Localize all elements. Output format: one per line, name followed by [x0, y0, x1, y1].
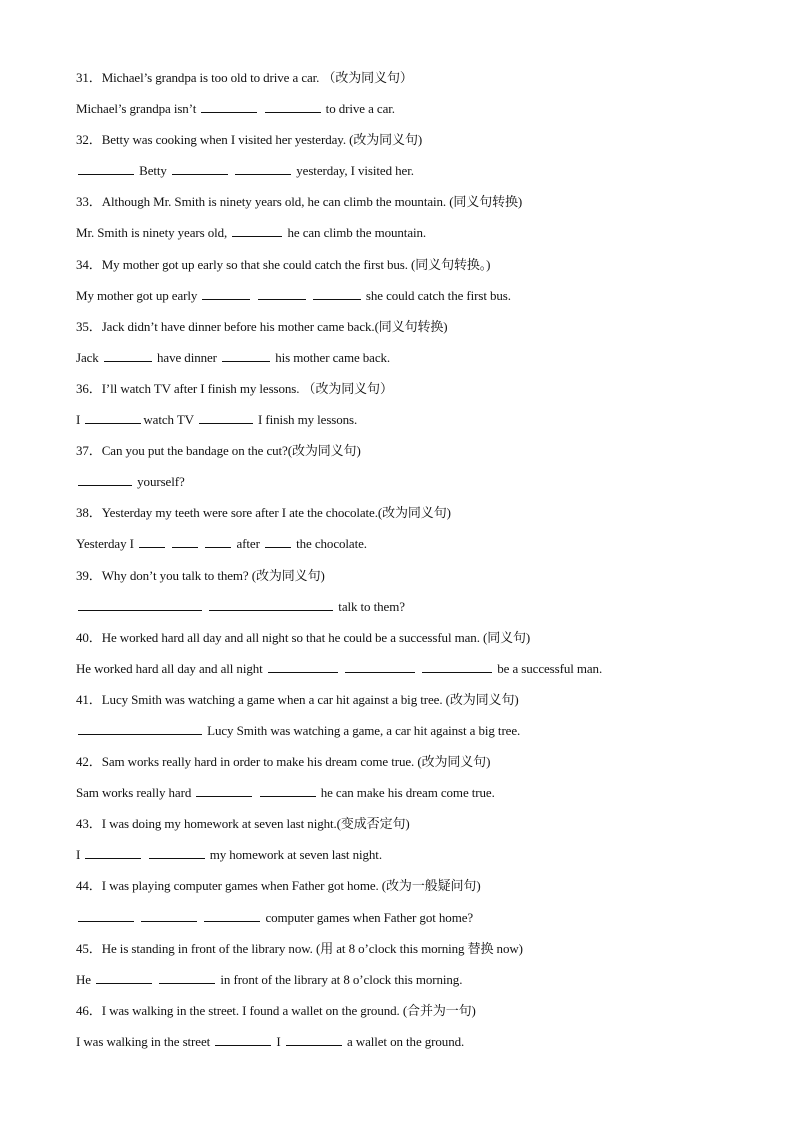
answer-blank[interactable]: [159, 983, 215, 984]
answer-blank[interactable]: [104, 361, 152, 362]
answer-line: [76, 528, 756, 559]
question-prompt: [76, 870, 756, 901]
answer-blank[interactable]: [196, 796, 252, 797]
question-prompt: [76, 808, 756, 839]
text-segment: [136, 910, 139, 925]
text-segment: 43．I was doing my homework at seven last night.(变成否定句): [76, 816, 410, 832]
text-segment: [254, 785, 257, 800]
answer-blank[interactable]: [222, 361, 270, 362]
text-segment: 38．Yesterday my teeth were sore after I ate the chocolate.(改为同义句): [76, 505, 451, 521]
text-segment: He worked hard all day and all night: [76, 660, 266, 676]
question-prompt: [76, 311, 756, 342]
answer-line: [76, 93, 756, 124]
text-segment: 44．I was playing computer games when Father got home. (改为一般疑问句): [76, 878, 481, 894]
answer-blank[interactable]: [78, 610, 202, 611]
text-segment: [417, 661, 420, 676]
text-segment: I was walking in the street: [76, 1033, 214, 1049]
answer-blank[interactable]: [78, 921, 134, 922]
answer-line: [76, 653, 756, 684]
answer-blank[interactable]: [235, 174, 291, 175]
text-segment: 41．Lucy Smith was watching a game when a car hit against a big tree. (改为同义句): [76, 691, 519, 707]
text-segment: 33．Although Mr. Smith is ninety years old, he can climb the mountain. (同义句转换): [76, 194, 523, 210]
question-prompt: [76, 933, 756, 964]
answer-blank[interactable]: [260, 796, 316, 797]
answer-blank[interactable]: [199, 423, 253, 424]
text-segment: 42．Sam works really hard in order to make his dream come true. (改为同义句): [76, 754, 491, 770]
text-segment: Lucy Smith was watching a game, a car hit against a big tree.: [204, 722, 521, 738]
text-segment: Yesterday I: [76, 536, 138, 552]
text-segment: 45．He is standing in front of the library now. (用 at 8 o’clock this morning 替换 now): [76, 940, 523, 956]
answer-blank[interactable]: [204, 921, 260, 922]
text-segment: 36．I’ll watch TV after I finish my lessons. （改为同义句）: [76, 380, 393, 396]
text-segment: [199, 910, 202, 925]
question-prompt: [76, 62, 756, 93]
text-segment: [143, 847, 146, 862]
answer-blank[interactable]: [205, 547, 231, 548]
answer-line: [76, 902, 756, 933]
answer-blank[interactable]: [232, 236, 282, 237]
answer-line: [76, 591, 756, 622]
answer-blank[interactable]: [286, 1045, 342, 1046]
answer-blank[interactable]: [85, 423, 141, 424]
answer-blank[interactable]: [149, 858, 205, 859]
text-segment: I: [76, 412, 84, 428]
question-prompt: [76, 995, 756, 1026]
answer-line: [76, 155, 756, 186]
text-segment: the chocolate.: [292, 536, 367, 552]
text-segment: I finish my lessons.: [254, 412, 358, 428]
answer-line: [76, 839, 756, 870]
answer-blank[interactable]: [265, 112, 321, 113]
text-segment: 31．Michael’s grandpa is too old to drive a car. （改为同义句）: [76, 70, 413, 85]
answer-line: [76, 466, 756, 497]
text-segment: [230, 163, 233, 178]
answer-blank[interactable]: [215, 1045, 271, 1046]
text-segment: yesterday, I visited her.: [293, 163, 414, 179]
answer-blank[interactable]: [172, 547, 198, 548]
question-prompt: [76, 435, 756, 466]
text-segment: computer games when Father got home?: [262, 909, 474, 925]
text-segment: yourself?: [134, 474, 185, 490]
text-segment: He: [76, 971, 95, 987]
answer-blank[interactable]: [78, 734, 202, 735]
answer-blank[interactable]: [96, 983, 152, 984]
text-segment: my homework at seven last night.: [206, 847, 382, 863]
text-segment: talk to them?: [335, 598, 405, 614]
answer-line: [76, 715, 756, 746]
answer-blank[interactable]: [209, 610, 333, 611]
text-segment: I: [273, 1033, 284, 1049]
text-segment: 40．He worked hard all day and all night so that he could be a successful man. (同义句): [76, 629, 531, 645]
answer-blank[interactable]: [85, 858, 141, 859]
text-segment: 39．Why don’t you talk to them? (改为同义句): [76, 567, 325, 583]
answer-blank[interactable]: [78, 485, 132, 486]
text-segment: Michael’s grandpa isn’t: [76, 101, 200, 117]
answer-line: [76, 342, 756, 373]
text-segment: a wallet on the ground.: [343, 1033, 465, 1049]
text-segment: he can climb the mountain.: [284, 225, 427, 241]
answer-blank[interactable]: [139, 547, 165, 548]
answer-blank[interactable]: [313, 299, 361, 300]
text-segment: Mr. Smith is ninety years old,: [76, 225, 231, 241]
text-segment: I: [76, 847, 84, 863]
answer-line: [76, 964, 756, 995]
question-prompt: [76, 124, 756, 155]
answer-blank[interactable]: [141, 921, 197, 922]
text-segment: have dinner: [153, 349, 221, 365]
answer-line: [76, 1026, 756, 1057]
text-segment: [204, 599, 207, 614]
text-segment: [154, 972, 157, 987]
answer-blank[interactable]: [172, 174, 228, 175]
text-segment: [252, 288, 255, 303]
answer-blank[interactable]: [201, 112, 257, 113]
text-segment: My mother got up early: [76, 287, 201, 303]
text-segment: [200, 536, 203, 551]
text-segment: [308, 288, 311, 303]
answer-line: [76, 280, 756, 311]
text-segment: [167, 536, 170, 551]
question-prompt: [76, 560, 756, 591]
answer-blank[interactable]: [78, 174, 134, 175]
text-segment: watch TV: [143, 412, 197, 428]
text-segment: 37．Can you put the bandage on the cut?(改为同义句): [76, 443, 361, 459]
question-prompt: [76, 373, 756, 404]
text-segment: Sam works really hard: [76, 785, 195, 801]
text-segment: Jack: [76, 349, 102, 365]
exercise-list: [76, 62, 756, 1057]
question-prompt: [76, 497, 756, 528]
answer-line: [76, 777, 756, 808]
text-segment: be a successful man.: [494, 660, 603, 676]
answer-blank[interactable]: [265, 547, 291, 548]
answer-line: [76, 404, 756, 435]
answer-blank[interactable]: [202, 299, 250, 300]
text-segment: he can make his dream come true.: [317, 785, 495, 801]
text-segment: [340, 661, 343, 676]
text-segment: in front of the library at 8 o’clock this morning.: [217, 971, 463, 987]
question-prompt: [76, 684, 756, 715]
text-segment: [259, 101, 262, 116]
text-segment: after: [233, 536, 263, 552]
answer-blank[interactable]: [268, 672, 338, 673]
text-segment: 35．Jack didn’t have dinner before his mother came back.(同义句转换): [76, 318, 448, 334]
question-prompt: [76, 186, 756, 217]
text-segment: to drive a car.: [322, 101, 395, 117]
answer-blank[interactable]: [345, 672, 415, 673]
question-prompt: [76, 746, 756, 777]
text-segment: his mother came back.: [272, 349, 391, 365]
text-segment: 34．My mother got up early so that she could catch the first bus. (同义句转换。): [76, 256, 491, 272]
text-segment: she could catch the first bus.: [362, 287, 511, 303]
text-segment: 32．Betty was cooking when I visited her yesterday. (改为同义句): [76, 132, 423, 148]
answer-line: [76, 217, 756, 248]
text-segment: Betty: [136, 163, 170, 179]
question-prompt: [76, 249, 756, 280]
text-segment: 46．I was walking in the street. I found a wallet on the ground. (合并为一句): [76, 1002, 476, 1018]
answer-blank[interactable]: [258, 299, 306, 300]
answer-blank[interactable]: [422, 672, 492, 673]
question-prompt: [76, 622, 756, 653]
